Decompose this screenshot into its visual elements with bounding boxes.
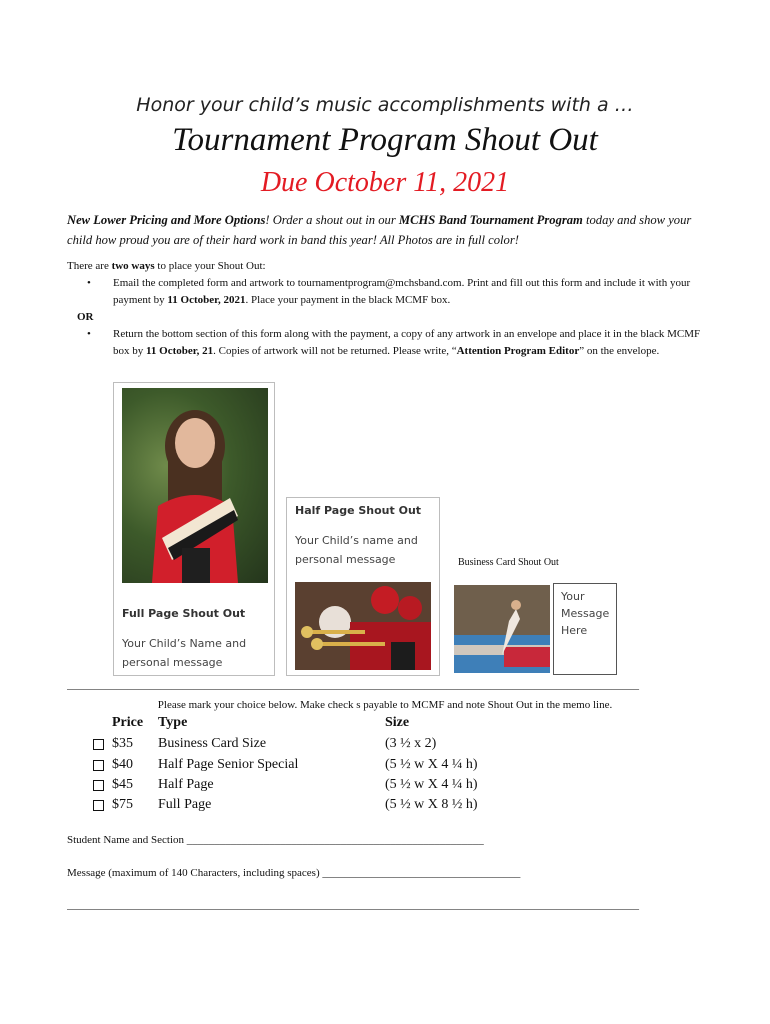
ways-bullet-return: [67, 326, 707, 360]
ways-lead-prefix: There are: [67, 260, 112, 272]
ways-or: OR: [77, 311, 94, 323]
pricing-table: [90, 715, 530, 825]
page-title: Tournament Program Shout Out: [172, 122, 598, 158]
due-date: Due October 11, 2021: [260, 167, 510, 198]
ways-bullet-email: [67, 275, 707, 309]
ways-lead-suffix: to place your Shout Out:: [154, 260, 266, 272]
header-type: Type: [158, 715, 188, 730]
bullet1-text-b: . Place your payment in the black MCMF box.: [245, 294, 451, 306]
pricing-option-business-card[interactable]: [90, 736, 510, 756]
option-checkbox[interactable]: [93, 780, 104, 791]
bullet1-date: 11 October, 2021: [167, 294, 246, 306]
full-page-sample: [113, 382, 275, 676]
option-size: (5 ½ w X 4 ¼ h): [385, 757, 478, 772]
option-price: $35: [112, 736, 133, 751]
pricing-option-half-page[interactable]: [90, 777, 510, 797]
half-page-sample-line1: Your Child’s name and: [295, 534, 418, 547]
kicker-line: Honor your child’s music accomplishments with a …: [136, 94, 634, 116]
intro-text-2: today and show your child how proud you are of their hard work in band this year! All Photos are in full color!: [67, 213, 692, 247]
full-page-sample-line1: Your Child’s Name and: [122, 637, 247, 650]
bullet2-attention: Attention Program Editor: [456, 345, 580, 357]
trumpet-section-graphic: [295, 582, 431, 670]
header-size: Size: [385, 715, 410, 730]
half-page-sample: [286, 497, 440, 676]
student-name-line[interactable]: ______________________________________________________: [186, 834, 484, 846]
option-type: Business Card Size: [158, 736, 267, 751]
message-line[interactable]: ____________________________________: [322, 867, 521, 879]
option-checkbox[interactable]: [93, 800, 104, 811]
choice-note: Please mark your choice below. Make check s payable to MCMF and note Shout Out in the memo line.: [157, 699, 613, 711]
option-type: Full Page: [158, 797, 212, 812]
intro-bold-program: MCHS Band Tournament Program: [398, 213, 583, 227]
full-page-sample-line2: personal message: [122, 656, 223, 669]
bullet-dot: •: [87, 328, 91, 340]
bullet1-text-a: Email the completed form and artwork to tournamentprogram@mchsband.com. Print and fill out this form and include it with your payment by: [113, 277, 691, 306]
option-size: (3 ½ x 2): [385, 736, 437, 751]
business-card-sample: [553, 583, 617, 675]
ways-lead: [67, 258, 707, 275]
message-field[interactable]: [67, 867, 520, 879]
half-page-photo: [295, 582, 431, 670]
student-name-label: Student Name and Section: [67, 834, 187, 846]
option-price: $45: [112, 777, 133, 792]
pricing-header: [90, 715, 510, 735]
gymnast-graphic: [454, 585, 550, 673]
bullet2-text-c: ” on the envelope.: [579, 345, 660, 357]
bullet-dot: •: [87, 277, 91, 289]
intro-bold-pricing: New Lower Pricing and More Options: [67, 213, 266, 227]
option-checkbox[interactable]: [93, 739, 104, 750]
message-label: Message (maximum of 140 Characters, including spaces): [67, 867, 323, 879]
intro-text-1: ! Order a shout out in our: [265, 213, 399, 227]
business-card-line3: Here: [561, 624, 588, 637]
business-card-line2: Message: [561, 607, 610, 620]
half-page-sample-line2: personal message: [295, 553, 396, 566]
option-size: (5 ½ w X 8 ½ h): [385, 797, 478, 812]
option-checkbox[interactable]: [93, 760, 104, 771]
business-card-line1: Your: [561, 590, 585, 603]
bullet2-text-a: Return the bottom section of this form along with the payment, a copy of any artwork in an envelope and place it in the black MCMF box by: [113, 328, 701, 357]
ways-lead-bold: two ways: [111, 260, 155, 272]
option-type: Half Page Senior Special: [158, 757, 299, 772]
pricing-option-half-page-senior[interactable]: [90, 757, 510, 777]
message-continuation-line[interactable]: ________________________________________________________________________________________________________: [67, 899, 639, 911]
student-portrait-graphic: [122, 388, 268, 583]
business-card-photo: [454, 585, 550, 673]
bullet2-date: 11 October, 21: [146, 345, 214, 357]
ways-section: [67, 258, 707, 360]
full-page-photo: [122, 388, 268, 583]
business-card-caption: Business Card Shout Out: [458, 557, 559, 568]
bullet2-text-b: . Copies of artwork will not be returned. Please write, “: [213, 345, 457, 357]
option-size: (5 ½ w X 4 ¼ h): [385, 777, 478, 792]
half-page-sample-title: Half Page Shout Out: [295, 504, 422, 517]
full-page-sample-title: Full Page Shout Out: [122, 607, 246, 620]
intro-paragraph: [67, 210, 717, 250]
option-type: Half Page: [158, 777, 214, 792]
pricing-option-full-page[interactable]: [90, 797, 510, 817]
student-name-field[interactable]: [67, 834, 484, 846]
option-price: $40: [112, 757, 133, 772]
separator-line: ________________________________________________________________________________________________________: [67, 679, 639, 691]
header-price: Price: [112, 715, 144, 730]
option-price: $75: [112, 797, 133, 812]
